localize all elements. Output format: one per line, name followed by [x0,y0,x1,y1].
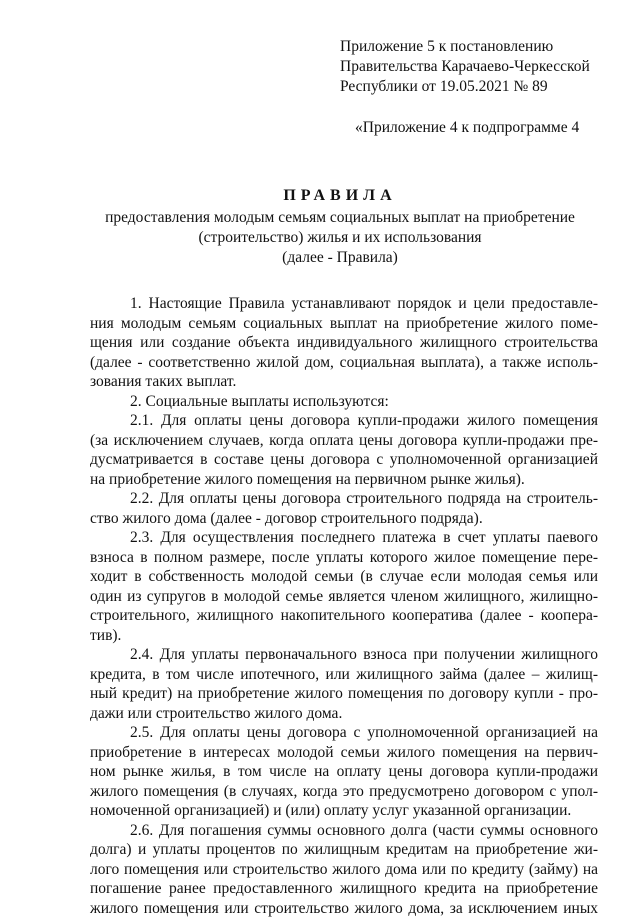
paragraph-2-line: 2. Социальные выплаты используются: [90,392,598,412]
approval-line: Приложение 5 к постановлению [340,37,630,57]
paragraph-1-line: зования таких выплат. [90,372,598,392]
paragraph-2-4-line: ный кредит) на приобретение жилого помещения по договору купли - про- [90,684,598,704]
paragraph-2-1-line: на приобретение жилого помещения на первичном рынке жилья). [90,470,598,490]
paragraph-2-1-line: дусматривается в составе цены договора с уполномоченной организацией [90,450,598,470]
paragraph-2-4-line: кредита, в том числе ипотечного, или жилищного займа (далее – жилищ- [90,665,598,685]
paragraph-2-3-line: строительного, жилищного накопительного кооператива (далее - коопера- [90,606,598,626]
paragraph-2-2-line: 2.2. Для оплаты цены договора строительного подряда на строитель- [90,489,598,509]
paragraph-1-line: щения или создание объекта индивидуального жилищного строительства [90,333,598,353]
paragraph-2-6-line: погашение ранее предоставленного жилищного кредита на приобретение [90,879,598,899]
paragraph-1-line: (далее - соответственно жилой дом, социальная выплата), а также исполь- [90,353,598,373]
subtitle-line: (далее - Правила) [70,248,610,268]
paragraph-2-5-line: номоченной организацией) и (или) оплату услуг указанной организации. [90,801,598,821]
paragraph-2-5-line: жилого помещения (в случаях, когда это предусмотрено договором с упол- [90,782,598,802]
paragraph-2-6-line: жилого помещения или строительство жилого дома, за исключением иных [90,899,598,918]
paragraph-2-1-line: 2.1. Для оплаты цены договора купли-продажи жилого помещения [90,411,598,431]
paragraph-2-5-line: приобретение в интересах молодой семьи жилого помещения на первич- [90,743,598,763]
approval-line: Правительства Карачаево-Черкесской [340,57,630,77]
paragraph-2-3-line: взноса в полном размере, после уплаты которого жилое помещение пере- [90,548,598,568]
paragraph-2-6-line: 2.6. Для погашения суммы основного долга (части суммы основного [90,821,598,841]
paragraph-2-4-line: 2.4. Для уплаты первоначального взноса при получении жилищного [90,645,598,665]
approval-line: Республики от 19.05.2021 № 89 [340,77,630,97]
paragraph-2-5-line: 2.5. Для оплаты цены договора с уполномоченной организацией на [90,723,598,743]
document-title: ПРАВИЛА [70,186,610,206]
paragraph-1-line: 1. Настоящие Правила устанавливают порядок и цели предоставле- [90,294,598,314]
document-subtitle [70,208,610,268]
paragraph-2-5-line: ном рынке жилья, в том числе на оплату цены договора купли-продажи [90,762,598,782]
paragraph-2-3-line: 2.3. Для осуществления последнего платежа в счет уплаты паевого [90,528,598,548]
paragraph-1-line: ния молодым семьям социальных выплат на приобретение жилого поме- [90,314,598,334]
appendix-reference: «Приложение 4 к подпрограмме 4 [355,118,635,138]
approval-stamp [340,37,630,97]
paragraph-2-1-line: (за исключением случаев, когда оплата цены договора купли-продажи пре- [90,431,598,451]
subtitle-line: (строительство) жилья и их использования [70,228,610,248]
paragraph-2-3-line: ходит в собственность молодой семьи (в случае если молодая семья или [90,567,598,587]
document-body [90,294,598,918]
subtitle-line: предоставления молодым семьям социальных выплат на приобретение [70,208,610,228]
paragraph-2-3-line: тив). [90,626,598,646]
document-title-block [70,186,610,268]
paragraph-2-6-line: долга) и уплаты процентов по жилищным кредитам на приобретение жи- [90,840,598,860]
paragraph-2-6-line: лого помещения или строительство жилого дома или по кредиту (займу) на [90,860,598,880]
paragraph-2-3-line: один из супругов в молодой семье является членом жилищного, жилищно- [90,587,598,607]
paragraph-2-2-line: ство жилого дома (далее - договор строительного подряда). [90,509,598,529]
paragraph-2-4-line: дажи или строительство жилого дома. [90,704,598,724]
